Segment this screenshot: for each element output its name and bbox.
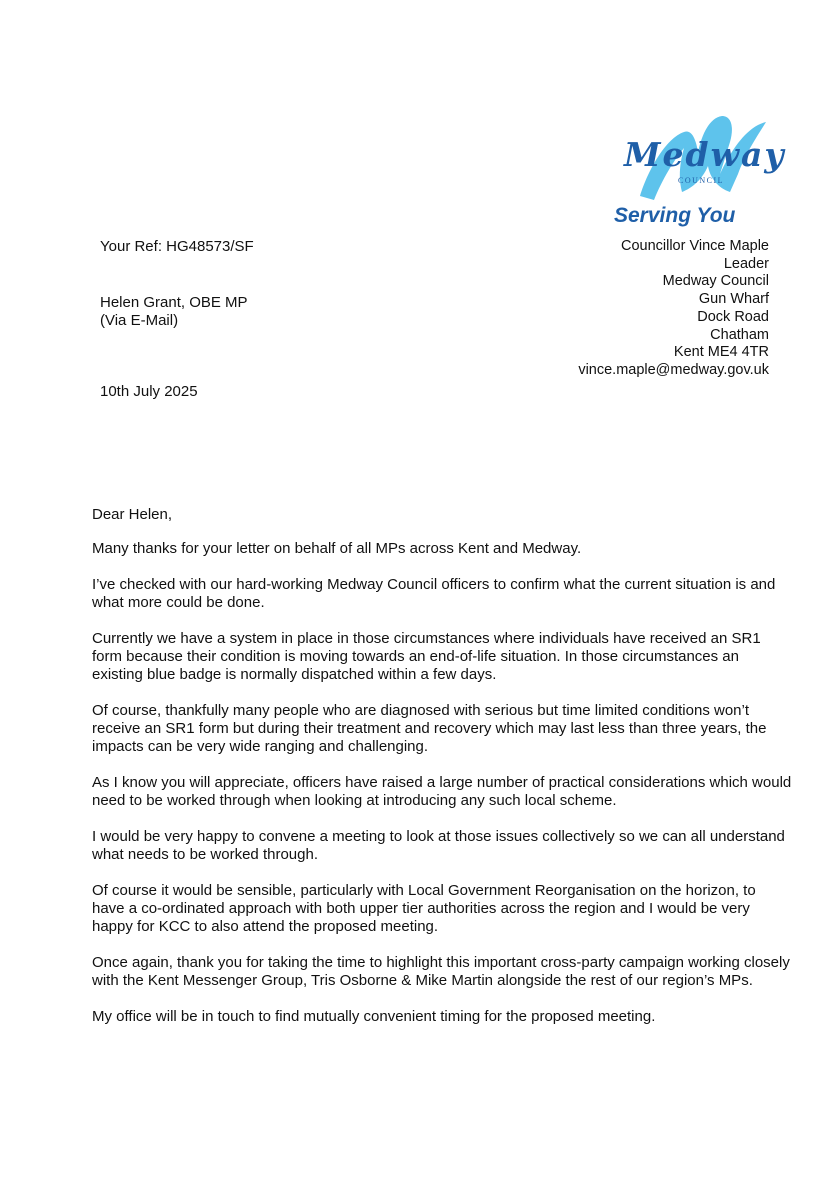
- sender-email: vince.maple@medway.gov.uk: [578, 361, 769, 378]
- sender-address-line: Dock Road: [697, 308, 769, 325]
- paragraph: Once again, thank you for taking the time to highlight this important cross-party campaign working closely with the Kent Messenger Group, Tris Osborne & Mike Martin alongside the rest of our region’s MPs.: [92, 954, 790, 989]
- greeting: Dear Helen,: [92, 506, 173, 523]
- sender-organisation: Medway Council: [662, 273, 769, 290]
- letter-body: [92, 506, 792, 1044]
- recipient-delivery-note: (Via E-Mail): [100, 311, 179, 329]
- paragraph: Of course it would be sensible, particularly with Local Government Reorganisation on the horizon, to have a co-ordinated approach with both upper tier authorities across the region and I would be very happy for KCC to also attend the proposed meeting.: [92, 882, 756, 935]
- sender-address: [578, 238, 769, 380]
- sender-address-line: Gun Wharf: [698, 291, 769, 308]
- medway-council-logo: [608, 108, 798, 238]
- medway-logo-graphic: [608, 108, 798, 238]
- sender-title: Leader: [723, 255, 769, 272]
- paragraph: I’ve checked with our hard-working Medway Council officers to confirm what the current situation is and what more could be done.: [92, 576, 776, 611]
- sender-name: Councillor Vince Maple: [620, 238, 769, 254]
- logo-wordmark: Medway: [624, 135, 786, 174]
- paragraph: As I know you will appreciate, officers have raised a large number of practical considerations which would need to be worked through when looking at introducing any such local scheme.: [92, 774, 792, 809]
- sender-postcode: Kent ME4 4TR: [673, 344, 769, 361]
- paragraph: Of course, thankfully many people who are diagnosed with serious but time limited conditions won’t receive an SR1 form but during their treatment and recovery which may last less than three years, the impacts can be very wide ranging and challenging.: [92, 702, 767, 755]
- letter-date: 10th July 2025: [100, 383, 198, 400]
- logo-slogan: Serving You: [614, 204, 736, 227]
- recipient-name: Helen Grant, OBE MP: [100, 294, 248, 311]
- sender-address-line: Chatham: [710, 326, 769, 343]
- logo-subtitle: COUNCIL: [678, 176, 725, 185]
- your-reference: Your Ref: HG48573/SF: [100, 238, 254, 255]
- paragraph: I would be very happy to convene a meeting to look at those issues collectively so we can all understand what needs to be worked through.: [92, 828, 785, 863]
- paragraph: Currently we have a system in place in those circumstances where individuals have received an SR1 form because their condition is moving towards an end-of-life situation. In those circumstances an existing blue badge is normally dispatched within a few days.: [92, 630, 761, 683]
- paragraph: My office will be in touch to find mutually convenient timing for the proposed meeting.: [92, 1008, 656, 1025]
- recipient-block: [100, 294, 248, 329]
- paragraph: Many thanks for your letter on behalf of all MPs across Kent and Medway.: [92, 540, 582, 557]
